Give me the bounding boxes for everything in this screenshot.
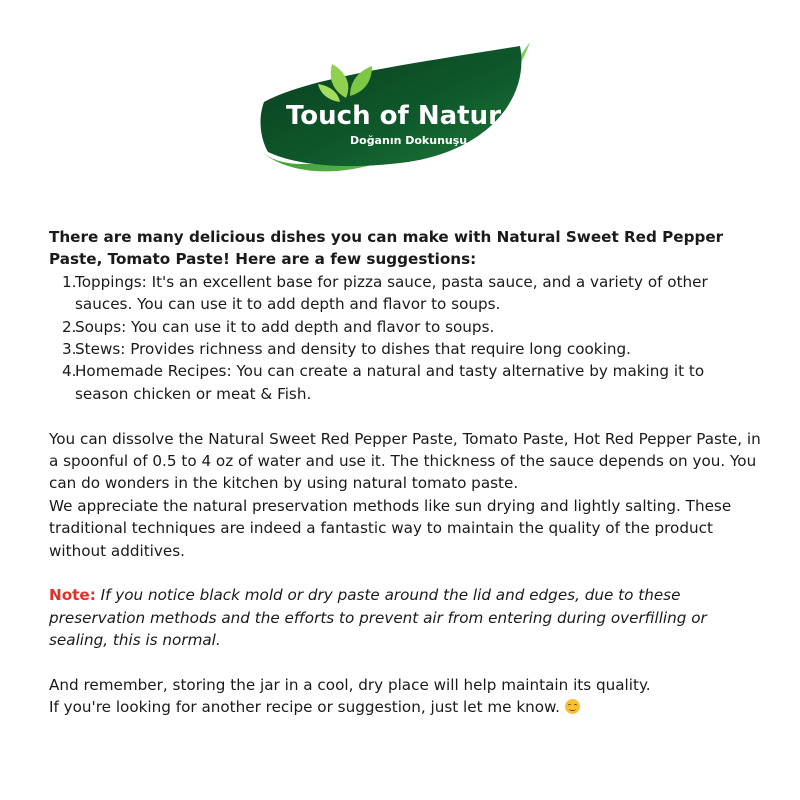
preservation-paragraph: We appreciate the natural preservation methods like sun drying and lightly salting. These traditional techniques are indeed a fantastic way to maintain the quality of the product without additives.	[49, 496, 732, 560]
logo-graphic	[258, 38, 538, 182]
note-paragraph	[49, 584, 761, 651]
closing-paragraph	[49, 696, 761, 718]
list-item: Stews: Provides richness and density to dishes that require long cooking.	[75, 340, 631, 359]
brand-tagline: Doğanın Dokunuşu	[350, 134, 468, 147]
list-item: Homemade Recipes: You can create a natural and tasty alternative by making it to season chicken or meat & Fish.	[75, 362, 705, 403]
note-text: If you notice black mold or dry paste around the lid and edges, due to these preservation methods and the efforts to prevent air from entering during overfilling or sealing, this is normal.	[49, 586, 707, 650]
description-content	[49, 226, 761, 719]
note-label: Note:	[49, 586, 96, 605]
closing-line: If you're looking for another recipe or suggestion, just let me know.	[49, 698, 560, 717]
smiling-face-emoji-icon	[565, 699, 580, 714]
storage-line: And remember, storing the jar in a cool, dry place will help maintain its quality.	[49, 676, 651, 695]
brand-logo	[258, 38, 538, 182]
brand-name: Touch of Nature	[286, 101, 519, 131]
suggestion-list	[49, 271, 761, 405]
intro-text: There are many delicious dishes you can make with Natural Sweet Red Pepper Paste, Tomato Paste! Here are a few suggestions:	[49, 228, 724, 269]
list-item: Toppings: It's an excellent base for pizza sauce, pasta sauce, and a variety of other sauces. You can use it to add depth and flavor to soups.	[75, 272, 708, 314]
dissolve-paragraph: You can dissolve the Natural Sweet Red Pepper Paste, Tomato Paste, Hot Red Pepper Paste, in a spoonful of 0.5 to 4 oz of water and use it. The thickness of the sauce depends on you. You can do wonders in the kitchen by using natural tomato paste.	[49, 429, 761, 493]
list-item: Soups: You can use it to add depth and flavor to soups.	[75, 317, 495, 336]
